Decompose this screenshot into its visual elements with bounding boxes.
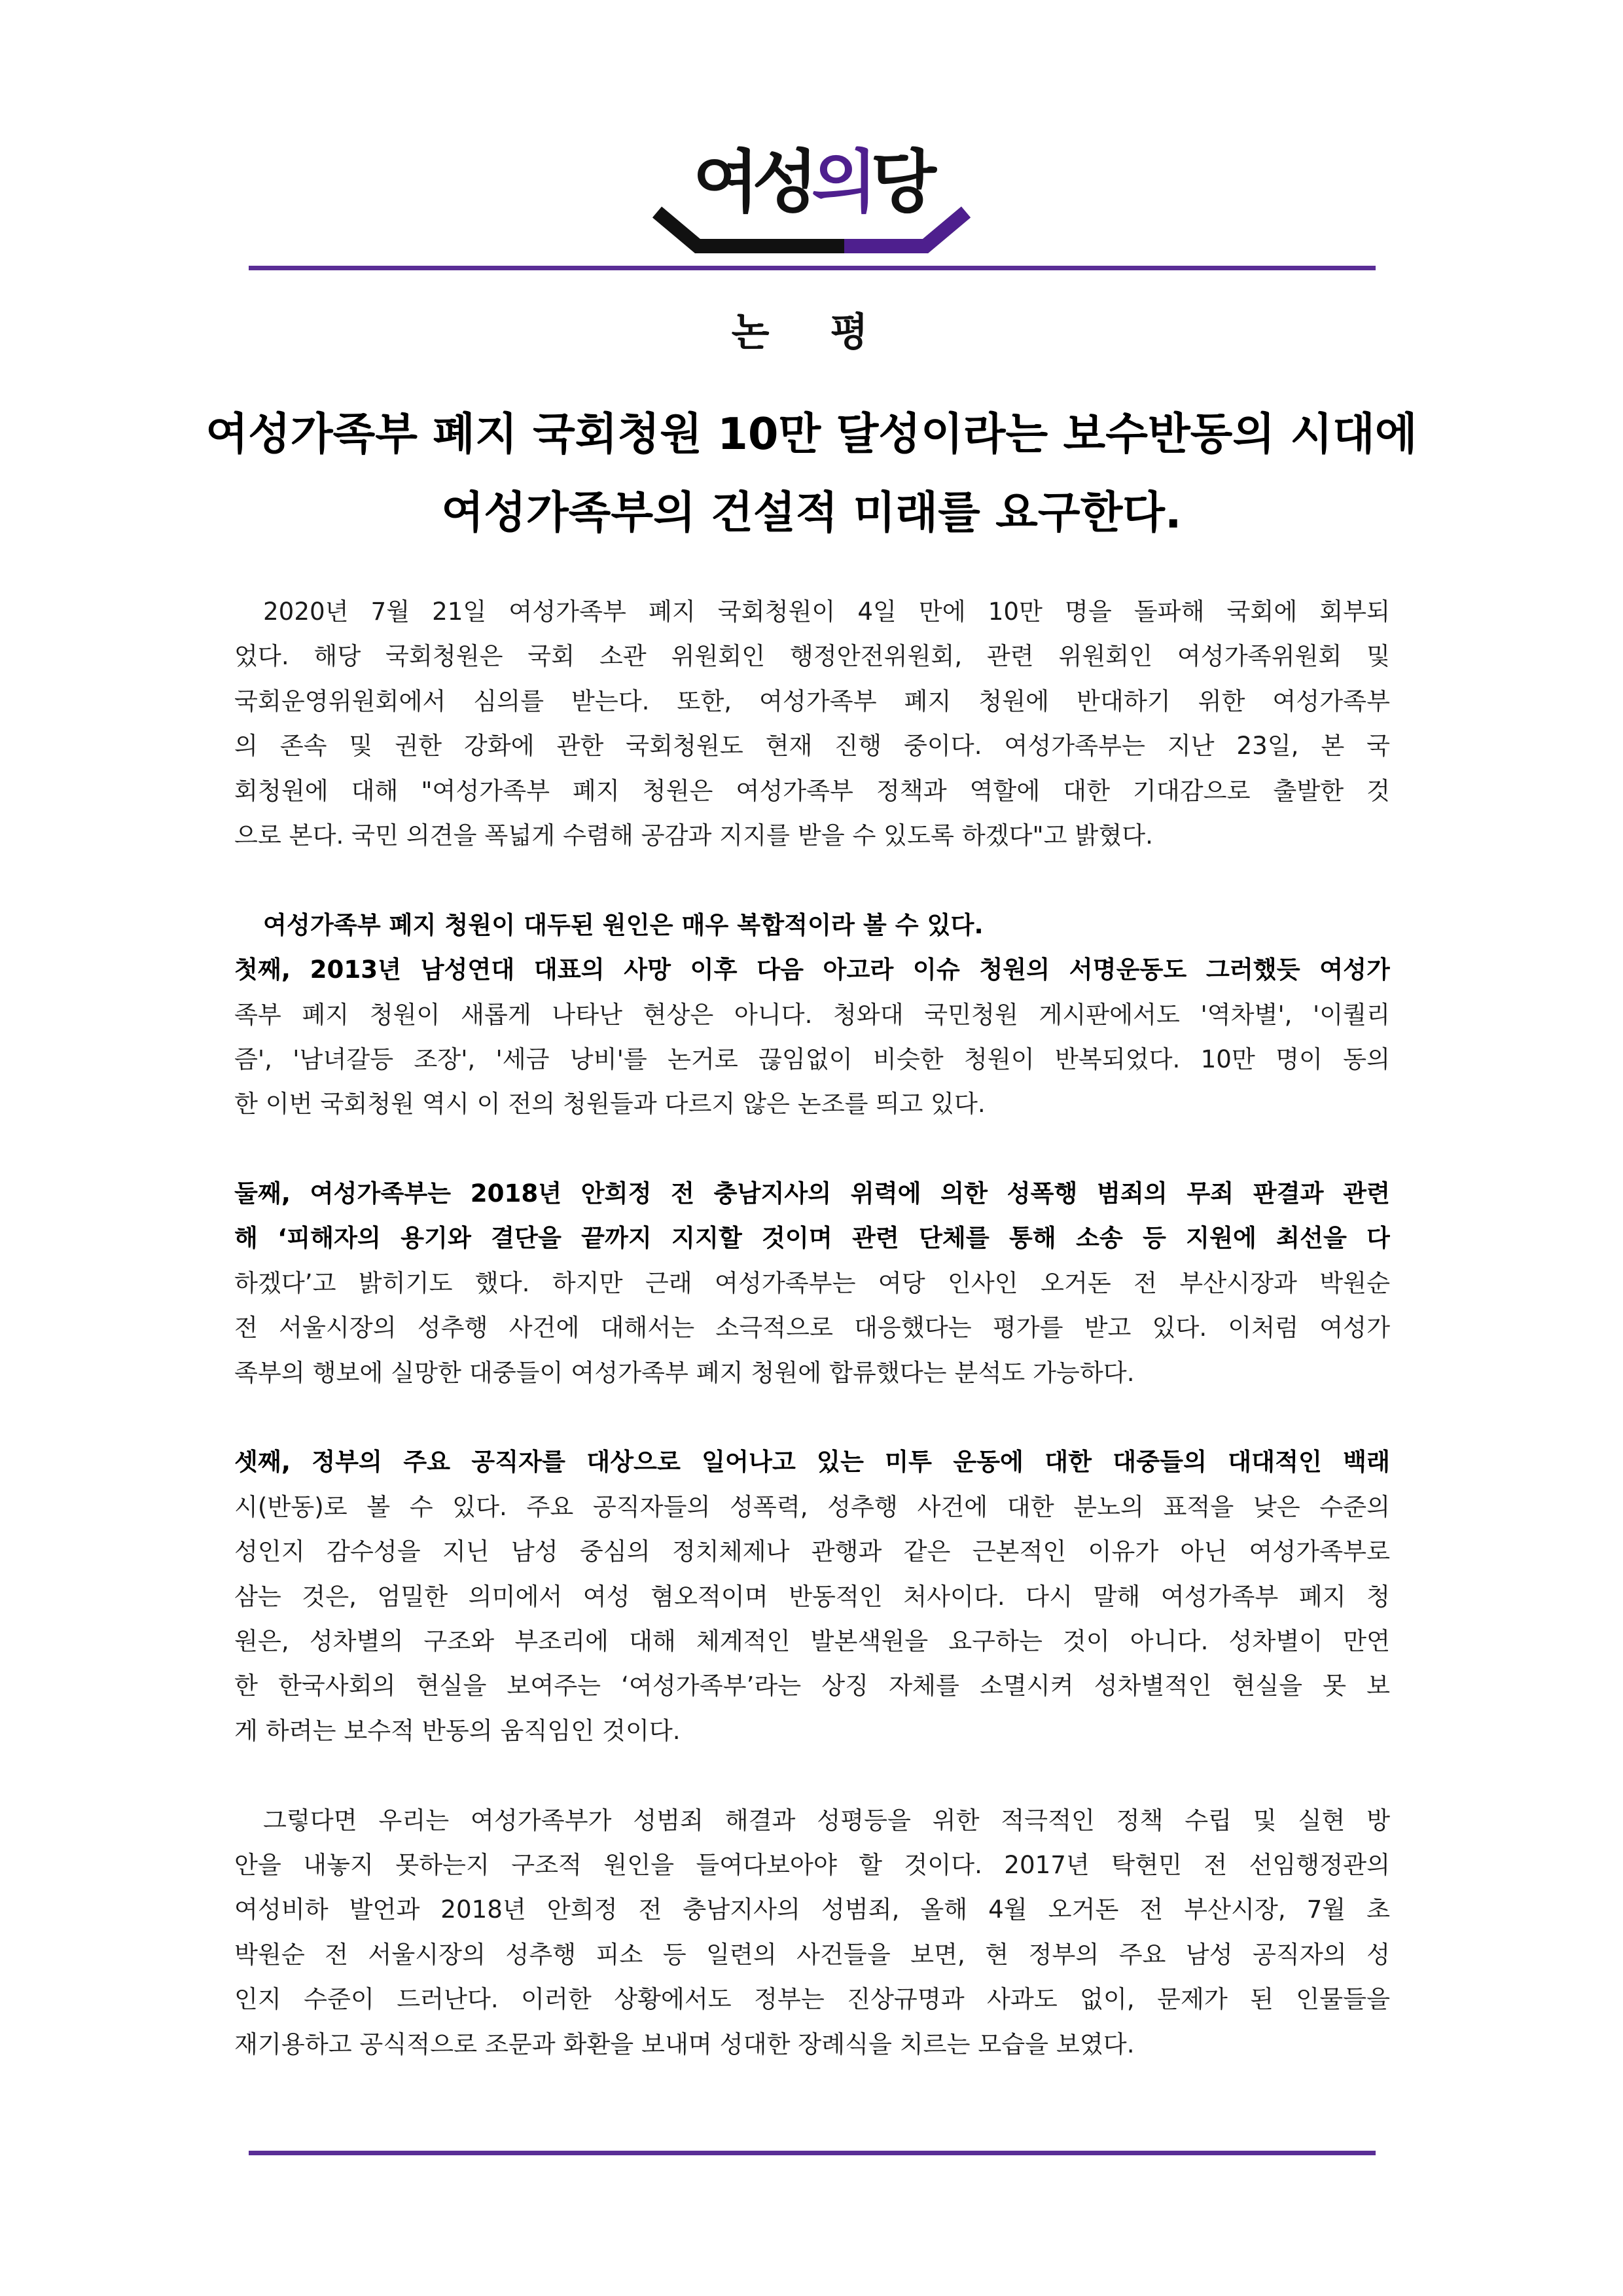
paragraph-line: 한 이번 국회청원 역시 이 전의 청원들과 다르지 않은 논조를 띄고 있다. xyxy=(234,1089,986,1119)
paragraph-line: 성인지 감수성을 지닌 남성 중심의 정치체제나 관행과 같은 근본적인 이유가 아닌 여성가족부로 xyxy=(234,1537,1390,1566)
paragraph-line: 셋째, 정부의 주요 공직자를 대상으로 일어나고 있는 미투 운동에 대한 대중들의 대대적인 백래 xyxy=(234,1447,1390,1477)
paragraph-line: 하겠다’고 밝히기도 했다. 하지만 근래 여성가족부는 여당 인사인 오거돈 전 부산시장과 박원순 xyxy=(234,1268,1390,1297)
logo-chevron-icon xyxy=(648,206,975,254)
document-type: 논 평 xyxy=(731,310,892,355)
paragraph-4 xyxy=(234,1439,1390,1753)
paragraph-line: 삼는 것은, 엄밀한 의미에서 여성 혐오적이며 반동적인 처사이다. 다시 말해 여성가족부 폐지 청 xyxy=(234,1581,1390,1611)
party-logo xyxy=(648,143,975,254)
paragraph-gap xyxy=(234,1395,1390,1439)
paragraph-line: 족부의 행보에 실망한 대중들이 여성가족부 폐지 청원에 합류했다는 분석도 가능하다. xyxy=(234,1357,1135,1387)
paragraph-gap xyxy=(234,857,1390,902)
paragraph-line: 게 하려는 보수적 반동의 움직임인 것이다. xyxy=(234,1715,681,1745)
paragraph-line: 그렇다면 우리는 여성가족부가 성범죄 해결과 성평등을 위한 적극적인 정책 수립 및 실현 방 xyxy=(263,1805,1390,1835)
paragraph-line: 었다. 해당 국회청원은 국회 소관 위원회인 행정안전위원회, 관련 위원회인 여성가족위원회 및 xyxy=(234,641,1390,671)
paragraph-line: 회청원에 대해 "여성가족부 폐지 청원은 여성가족부 정책과 역할에 대한 기대감으로 출발한 것 xyxy=(234,776,1390,805)
paragraph-2 xyxy=(234,903,1390,1126)
paragraph-line: 즘', '남녀갈등 조장', '세금 낭비'를 논거로 끊임없이 비슷한 청원이 반복되었다. 10만 명이 동의 xyxy=(234,1044,1390,1073)
headline-line-2: 여성가족부의 건설적 미래를 요구한다. xyxy=(441,487,1182,538)
paragraph-line: 의 존속 및 권한 강화에 관한 국회청원도 현재 진행 중이다. 여성가족부는 지난 23일, 본 국 xyxy=(234,731,1390,761)
paragraph-5 xyxy=(234,1798,1390,2066)
paragraph-line: 2020년 7월 21일 여성가족부 폐지 국회청원이 4일 만에 10만 명을 돌파해 국회에 회부되 xyxy=(263,597,1390,626)
paragraph-1 xyxy=(234,589,1390,857)
paragraph-line: 시(반동)로 볼 수 있다. 주요 공직자들의 성폭력, 성추행 사건에 대한 분노의 표적을 낮은 수준의 xyxy=(234,1492,1390,1521)
paragraph-line: 전 서울시장의 성추행 사건에 대해서는 소극적으로 대응했다는 평가를 받고 있다. 이처럼 여성가 xyxy=(234,1313,1390,1342)
paragraph-gap xyxy=(234,1126,1390,1171)
paragraph-line: 해 ‘피해자의 용기와 결단을 끝까지 지지할 것이며 관련 단체를 통해 소송 등 지원에 최선을 다 xyxy=(234,1223,1390,1253)
header-divider xyxy=(249,266,1376,270)
article-body xyxy=(234,589,1390,2066)
headline-line-1: 여성가족부 폐지 국회청원 10만 달성이라는 보수반동의 시대에 xyxy=(205,408,1418,459)
paragraph-line: 둘째, 여성가족부는 2018년 안희정 전 충남지사의 위력에 의한 성폭행 범죄의 무죄 판결과 관련 xyxy=(234,1179,1390,1208)
paragraph-line: 여성비하 발언과 2018년 안희정 전 충남지사의 성범죄, 올해 4월 오거돈 전 부산시장, 7월 초 xyxy=(234,1895,1390,1924)
paragraph-line: 여성가족부 폐지 청원이 대두된 원인은 매우 복합적이라 볼 수 있다. xyxy=(263,910,984,939)
paragraph-line: 안을 내놓지 못하는지 구조적 원인을 들여다보아야 할 것이다. 2017년 탁현민 전 선임행정관의 xyxy=(234,1850,1390,1879)
footer-divider xyxy=(249,2151,1376,2155)
paragraph-line: 으로 본다. 국민 의견을 폭넓게 수렴해 공감과 지지를 받을 수 있도록 하겠다"고 밝혔다. xyxy=(234,820,1153,850)
paragraph-line: 한 한국사회의 현실을 보여주는 ‘여성가족부’라는 상징 자체를 소멸시켜 성차별적인 현실을 못 보 xyxy=(234,1671,1390,1700)
paragraph-line: 박원순 전 서울시장의 성추행 피소 등 일련의 사건들을 보면, 현 정부의 주요 남성 공직자의 성 xyxy=(234,1939,1390,1969)
paragraph-line: 재기용하고 공식적으로 조문과 화환을 보내며 성대한 장례식을 치르는 모습을 보였다. xyxy=(234,2029,1135,2058)
paragraph-line: 국회운영위원회에서 심의를 받는다. 또한, 여성가족부 폐지 청원에 반대하기 위한 여성가족부 xyxy=(234,686,1390,715)
logo-text-part-1: 여성 xyxy=(693,142,812,222)
paragraph-line: 원은, 성차별의 구조와 부조리에 대해 체계적인 발본색원을 요구하는 것이 아니다. 성차별이 만연 xyxy=(234,1626,1390,1655)
logo-text-accent: 의 xyxy=(812,142,871,222)
logo-text-part-2: 당 xyxy=(870,142,930,222)
paragraph-3 xyxy=(234,1171,1390,1395)
paragraph-line: 인지 수준이 드러난다. 이러한 상황에서도 정부는 진상규명과 사과도 없이, 문제가 된 인물들을 xyxy=(234,1984,1390,2014)
paragraph-gap xyxy=(234,1753,1390,1797)
paragraph-line: 족부 폐지 청원이 새롭게 나타난 현상은 아니다. 청와대 국민청원 게시판에서도 '역차별', '이퀄리 xyxy=(234,999,1390,1029)
paragraph-line: 첫째, 2013년 남성연대 대표의 사망 이후 다음 아고라 이슈 청원의 서명운동도 그러했듯 여성가 xyxy=(234,955,1390,984)
